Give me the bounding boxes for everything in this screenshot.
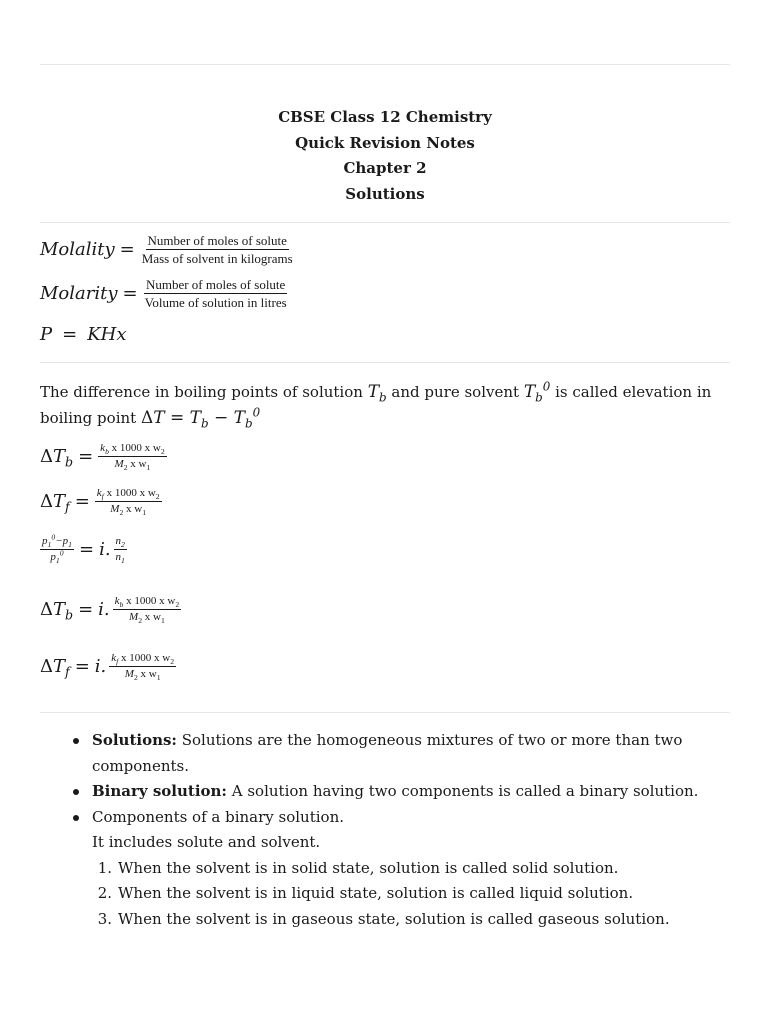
list-item-text: A solution having two components is called a binary solution. <box>226 782 699 800</box>
ordered-item <box>92 881 730 907</box>
i-factor: i. <box>99 539 111 560</box>
paragraph-part-1: The difference in boiling points of solution <box>40 383 368 401</box>
delta-tb-vant-hoff-equation: $\Delta T_b$ = i. $\frac{k_b x 1000 x w_2}{M_2 x w_1}$ <box>40 595 180 626</box>
list-item <box>40 779 730 805</box>
molarity-fraction <box>143 277 289 310</box>
delta-tf-fraction: $\frac{k_f x 1000 x w_2}{M_2 x w_1}$ <box>96 487 160 518</box>
bullet-icon <box>73 738 79 744</box>
top-divider <box>40 64 730 65</box>
relative-lowering-fraction: $\frac{p_1^0-p_1}{p_1^0}$ <box>42 532 72 566</box>
m-symbol: M <box>124 668 134 680</box>
delta-tb-lhs: $\Delta T_b$ <box>40 446 74 470</box>
den-tail: x w <box>123 503 143 515</box>
m-symbol: M <box>110 503 120 515</box>
list-item-text: Solutions are the homogeneous mixtures of two or more than two components. <box>92 731 683 775</box>
m-symbol: M <box>129 611 139 623</box>
solutions-list <box>40 728 730 932</box>
item-text: When the solvent is in liquid state, solution is called liquid solution. <box>118 884 634 902</box>
factor-text: x 1000 x w <box>108 442 161 454</box>
molality-numerator: Number of moles of solute <box>147 233 287 248</box>
equals-sign: = <box>122 283 138 304</box>
delta-tb-equation <box>40 442 167 471</box>
item-number: 1. <box>97 858 112 877</box>
delta-tf-equation <box>40 487 162 516</box>
title-line-3: Chapter 2 <box>343 159 427 177</box>
tb-symbol: $T_b$ <box>367 382 387 405</box>
delta-t-expression: $\Delta T = T_b - T_b^0$ <box>140 405 261 431</box>
den-tail: x w <box>137 668 157 680</box>
molality-denominator: Mass of solvent in kilograms <box>141 251 293 266</box>
equals-sign: = <box>119 239 135 260</box>
equals-sign: = <box>74 656 90 677</box>
elevation-paragraph <box>40 379 730 431</box>
tb0-symbol: $T_b^0$ <box>523 379 551 405</box>
equals-sign: = <box>74 491 90 512</box>
molarity-formula <box>40 277 289 310</box>
paragraph-part-3: is called elevation in boiling point <box>40 383 712 427</box>
mole-ratio-fraction: $\frac{n_2}{n_1}$ <box>115 535 125 566</box>
delta-tb-fraction: $\frac{k_b x 1000 x w_2}{M_2 x w_1}$ <box>100 442 165 473</box>
molarity-numerator: Number of moles of solute <box>145 277 286 292</box>
henry-law-formula <box>40 324 127 345</box>
delta-tf-lhs: $\Delta T_f$ <box>40 491 70 515</box>
item-number: 3. <box>97 909 112 928</box>
equals-sign: = <box>78 446 94 467</box>
molality-formula <box>40 233 295 266</box>
equals-sign: = <box>62 324 78 345</box>
title-line-4: Solutions <box>345 184 425 203</box>
factor-text: x 1000 x w <box>103 487 156 499</box>
bullet-icon <box>73 815 79 821</box>
list-item <box>40 805 730 856</box>
document-page <box>40 0 730 1024</box>
list-item-term: Solutions: <box>92 731 177 749</box>
i-factor: i. <box>94 656 107 677</box>
ordered-list <box>40 856 730 933</box>
list-item-subtext: It includes solute and solvent. <box>92 833 321 851</box>
title-line-1: CBSE Class 12 Chemistry <box>278 108 492 126</box>
factor-text: x 1000 x w <box>123 595 176 607</box>
paragraph-part-2: and pure solvent <box>386 383 524 401</box>
list-item-text: Components of a binary solution. <box>92 807 345 826</box>
title-line-2: Quick Revision Notes <box>295 133 475 152</box>
henry-rhs: KHx <box>87 324 127 345</box>
i-factor: i. <box>98 599 110 620</box>
molarity-lhs: Molarity <box>40 283 118 304</box>
relative-lowering-equation <box>40 532 127 566</box>
den-tail: x w <box>127 458 147 470</box>
divider-2 <box>40 362 730 363</box>
factor-text: x 1000 x w <box>118 652 171 664</box>
item-text: When the solvent is in gaseous state, solution is called gaseous solution. <box>118 909 670 928</box>
document-title <box>40 105 730 207</box>
equals-sign: = <box>78 599 94 620</box>
ordered-item <box>92 907 730 933</box>
list-item-term: Binary solution: <box>92 782 227 800</box>
molality-fraction <box>140 233 295 266</box>
item-number: 2. <box>97 884 112 902</box>
ordered-item <box>92 856 730 882</box>
delta-tf-vant-hoff-equation: $\Delta T_f$ = i. $\frac{k_f x 1000 x w_2}{M_2 x w_1}$ <box>40 652 175 683</box>
den-tail: x w <box>142 611 161 623</box>
bullet-icon <box>73 789 79 795</box>
m-symbol: M <box>114 458 124 470</box>
henry-lhs: P <box>40 324 53 345</box>
divider-1 <box>40 222 730 223</box>
divider-3 <box>40 712 730 713</box>
molality-lhs: Molality <box>40 239 115 260</box>
molarity-denominator: Volume of solution in litres <box>144 295 287 310</box>
item-text: When the solvent is in solid state, solution is called solid solution. <box>118 858 619 877</box>
list-item <box>40 728 730 779</box>
equals-sign: = <box>78 539 95 560</box>
